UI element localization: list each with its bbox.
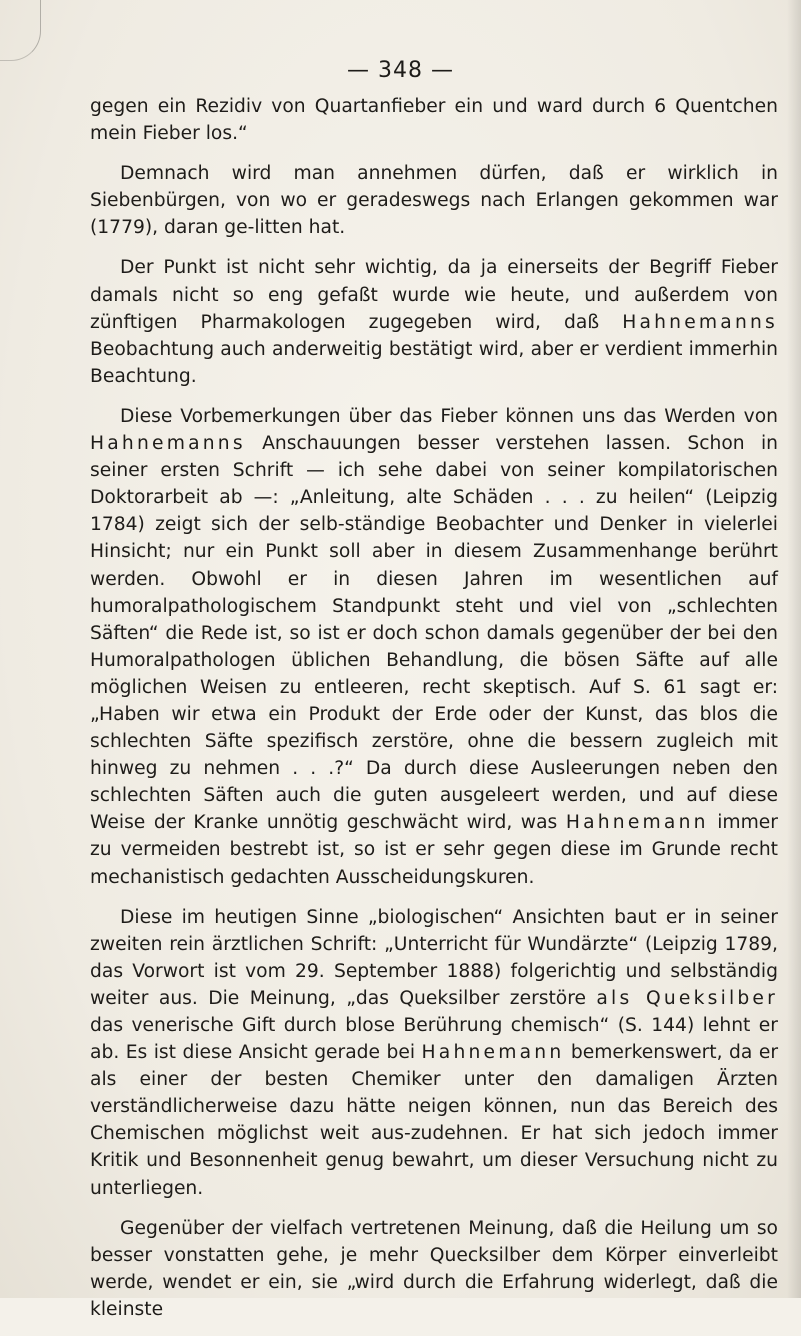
spaced-name: Hahnemanns — [622, 311, 778, 333]
text-run: Beobachtung auch anderweitig bestätigt wird, aber er verdient immerhin Beachtung. — [90, 338, 778, 387]
paragraph — [90, 254, 778, 389]
text-run: Anschauungen besser verstehen lassen. Schon in seiner ersten Schrift — ich sehe dabei von seiner kompilatorischen Doktorarbeit ab —: „Anleitung, alte Schäden . . . zu heilen“ (Leipzig 1784) zeigt sich der selb-ständige Beobachter und Denker in vielerlei Hinsicht; nur ein Punkt soll aber in diesem Zusammenhange berührt werden. Obwohl er in diesen Jahren im wesentlichen auf humoralpathologischem Standpunkt steht und viel von „schlechten Säften“ die Rede ist, so ist er doch schon damals gegenüber der bei den Humoralpathologen üblichen Behandlung, die bösen Säfte auf alle möglichen Weisen zu entleeren, recht skeptisch. Auf S. 61 sagt er: „Haben wir etwa ein Produkt der Erde oder der Kunst, das blos die schlechten Säfte spezifisch zerstöre, ohne die bessern zugleich mit hinweg zu nehmen . . .?“ Da durch diese Ausleerungen neben den schlechten Säften auch die guten ausgeleert werden, und auf diese Weise der Kranke unnötig geschwächt wird, was — [90, 433, 778, 834]
page-edge-shadow — [787, 0, 801, 1298]
paragraph — [90, 160, 778, 241]
spaced-name: Hahnemann — [565, 812, 709, 834]
paragraph — [90, 403, 778, 891]
text-run: Diese Vorbemerkungen über das Fieber können uns das Werden von — [120, 405, 778, 427]
page-corner-fold — [0, 0, 41, 61]
paragraph — [90, 93, 778, 147]
text-run: bemerkenswert, da er als einer der besten Chemiker unter den damaligen Ärzten verständlicherweise dazu hätte neigen können, nun das Bereich des Chemischen möglichst weit aus-zudehnen. Er hat sich jedoch immer Kritik und Besonnenheit genug bewahrt, um dieser Versuchung nicht zu unterliegen. — [90, 1042, 779, 1199]
text-run: Gegenüber der vielfach vertretenen Meinung, daß die Heilung um so besser vonstatten gehe, je mehr Quecksilber dem Körper einverleibt werde, wendet er ein, sie „wird durch die Erfahrung widerlegt, daß die kleinste — [90, 1217, 778, 1320]
text-run: Demnach wird man annehmen dürfen, daß er wirklich in Siebenbürgen, von wo er geradeswegs nach Erlangen gekommen war (1779), daran ge-litten hat. — [90, 163, 778, 239]
paragraph — [90, 1215, 778, 1323]
paragraph — [90, 904, 778, 1202]
spaced-name: als Queksilber — [596, 987, 779, 1009]
body-text — [90, 93, 778, 1336]
spaced-name: Hahnemanns — [90, 433, 246, 455]
text-run: Der Punkt ist nicht sehr wichtig, da ja einerseits der Begriff Fieber damals nicht so eng gefaßt wurde wie heute, und außerdem von zünftigen Pharmakologen zugegeben wird, daß — [90, 257, 778, 333]
text-run: Diese im heutigen Sinne „biologischen“ Ansichten baut er in seiner zweiten rein ärztlichen Schrift: „Unterricht für Wundärzte“ (Leipzig 1789, das Vorwort ist vom 29. September 1888) folgerichtig und selbständig weiter aus. Die Meinung, „das Queksilber zerstöre — [90, 906, 778, 1009]
text-run: gegen ein Rezidiv von Quartanfieber ein und ward durch 6 Quentchen mein Fieber los.“ — [90, 96, 778, 145]
page-number: — 348 — — [347, 58, 454, 83]
spaced-name: Hahnemann — [421, 1042, 565, 1064]
text-run: immer zu vermeiden bestrebt ist, so ist er sehr gegen diese im Grunde recht mechanistisch gedachten Ausscheidungskuren. — [90, 812, 778, 888]
text-run: das venerische Gift durch blose Berührung chemisch“ (S. 144) lehnt er ab. Es ist diese Ansicht gerade bei — [90, 1015, 778, 1064]
